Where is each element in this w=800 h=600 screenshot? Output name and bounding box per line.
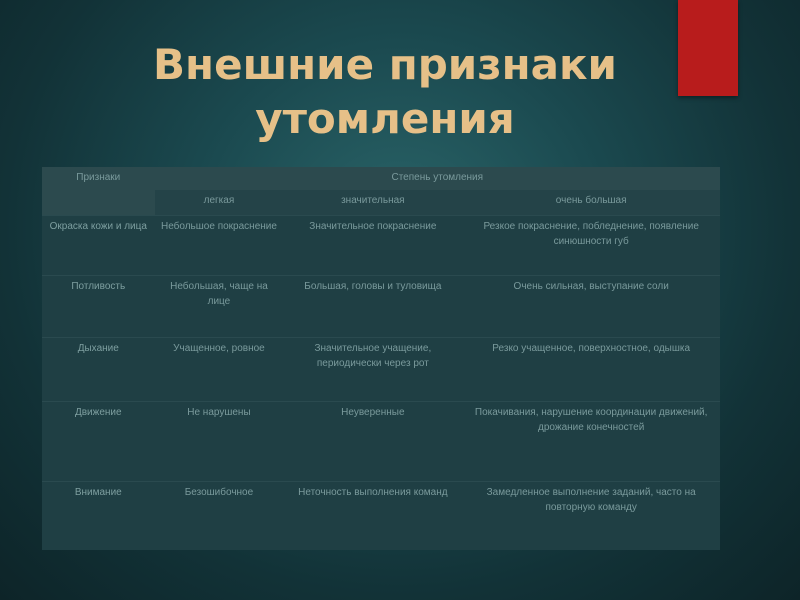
table-cell: Значительное учащение, периодически через рот: [283, 338, 462, 402]
title-line-2: утомления: [255, 94, 515, 143]
table-cell: Резко учащенное, поверхностное, одышка: [462, 338, 720, 402]
table-cell: Не нарушены: [155, 402, 284, 482]
table-row: [42, 482, 720, 564]
subheader-empty: [42, 190, 155, 216]
table-cell: Большая, головы и туловища: [283, 276, 462, 338]
red-accent-bar: [678, 0, 738, 96]
slide-title: [100, 38, 670, 146]
header-signs: Признаки: [42, 167, 155, 190]
table-row: [42, 402, 720, 482]
header-degree: Степень утомления: [155, 167, 720, 190]
table-cell: Небольшая, чаще на лице: [155, 276, 284, 338]
table-cell: Дыхание: [42, 338, 155, 402]
title-line-1: Внешние признаки: [153, 40, 617, 89]
table-cell: Значительное покраснение: [283, 216, 462, 276]
table-cell: Учащенное, ровное: [155, 338, 284, 402]
table-header-row: [42, 167, 720, 190]
table-cell: Неуверенные: [283, 402, 462, 482]
table-cell: Замедленное выполнение заданий, часто на повторную команду: [462, 482, 720, 564]
table-cell: Безошибочное: [155, 482, 284, 564]
table-cell: Резкое покраснение, побледнение, появление синюшности губ: [462, 216, 720, 276]
table-cell: Очень сильная, выступание соли: [462, 276, 720, 338]
table-row: [42, 338, 720, 402]
table-row: [42, 276, 720, 338]
table-row: [42, 216, 720, 276]
subheader-light: легкая: [155, 190, 284, 216]
subheader-significant: значительная: [283, 190, 462, 216]
table-cell: Потливость: [42, 276, 155, 338]
table-cell: Окраска кожи и лица: [42, 216, 155, 276]
table-subheader-row: [42, 190, 720, 216]
table-cell: Покачивания, нарушение координации движений, дрожание конечностей: [462, 402, 720, 482]
table-cell: Внимание: [42, 482, 155, 564]
table-cell: Движение: [42, 402, 155, 482]
table-cell: Небольшое покраснение: [155, 216, 284, 276]
fatigue-table: [42, 167, 720, 550]
table-cell: Неточность выполнения команд: [283, 482, 462, 564]
subheader-very-high: очень большая: [462, 190, 720, 216]
